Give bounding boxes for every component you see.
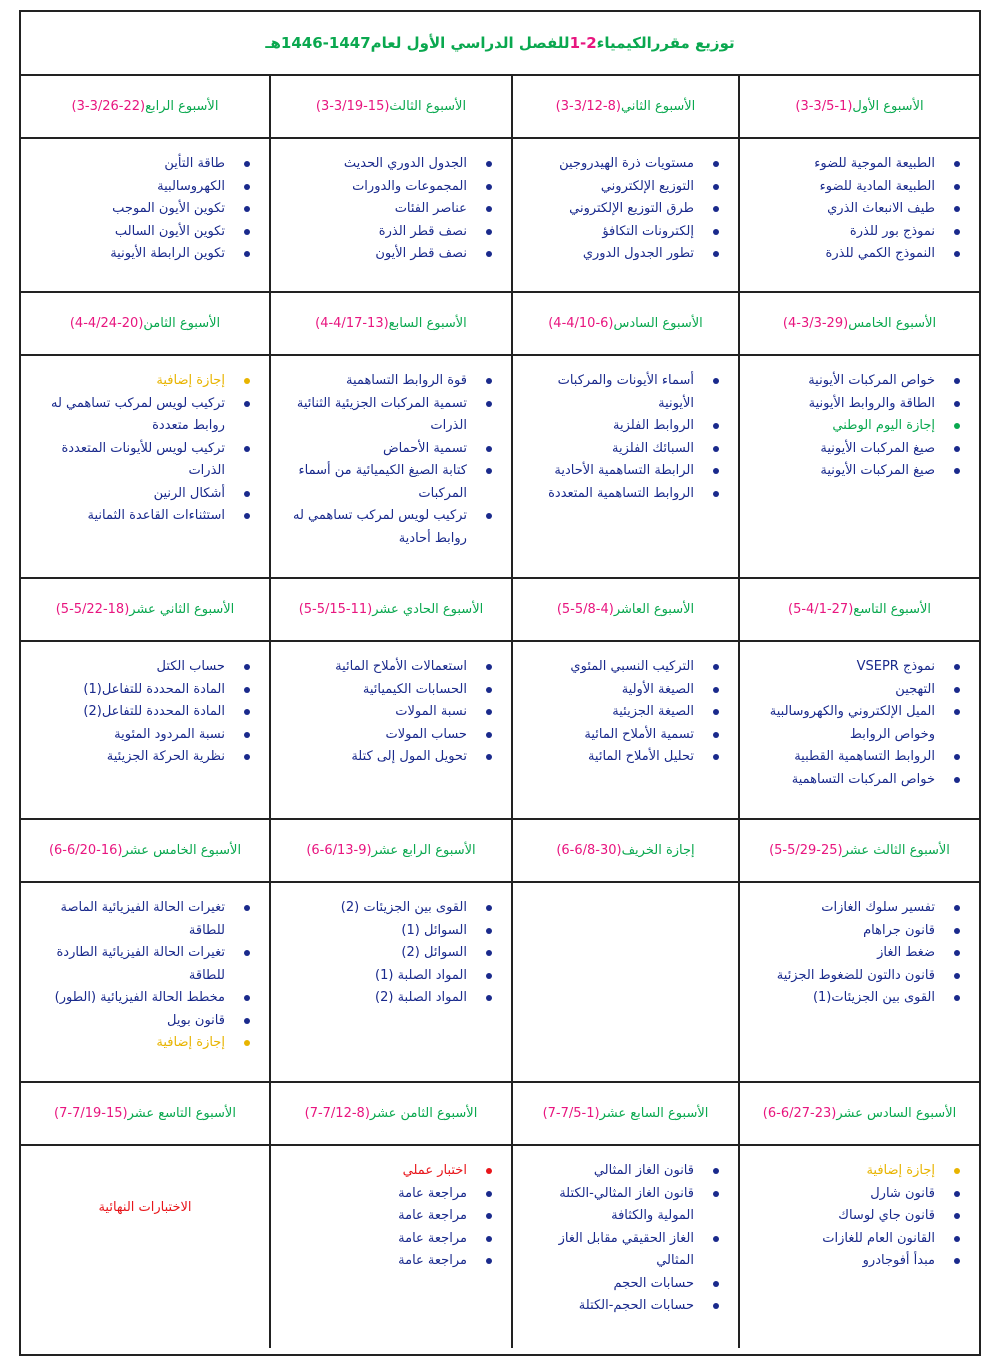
topic-list — [271, 139, 511, 266]
topic-item: تكوين الرابطة الأيونية — [29, 243, 225, 266]
topic-item: تركيب لويس لمركب تساهمي له روابط أحادية — [279, 505, 467, 550]
week-topics-cell — [738, 1146, 979, 1348]
week-label: الأسبوع الرابع — [145, 99, 219, 114]
topic-item: النموذج الكمي للذرة — [748, 243, 935, 266]
topic-item: قانون شارل — [748, 1183, 935, 1206]
topic-item: مخطط الحالة الفيزيائية (الطور) — [29, 987, 225, 1010]
week-label: الأسبوع الرابع عشر — [371, 843, 476, 858]
topic-item: نسبة المولات — [279, 701, 467, 724]
week-dates: (6-6/27-23) — [762, 1106, 837, 1121]
week-header — [738, 579, 979, 640]
topic-item: مراجعة عامة — [279, 1183, 467, 1206]
topic-item: المجموعات والدورات — [279, 176, 467, 199]
topic-item: قانون جراهام — [748, 920, 935, 943]
week-header — [511, 579, 738, 640]
topic-item: استثناءات القاعدة الثمانية — [29, 505, 225, 528]
topic-item: مراجعة عامة — [279, 1250, 467, 1273]
week-dates: (4-4/24-20) — [69, 316, 144, 331]
week-label: الأسبوع العاشر — [613, 602, 695, 617]
final-exams-label: الاختبارات النهائية — [98, 1200, 192, 1215]
topic-list — [271, 356, 511, 550]
topic-item: خواص المركبات الأيونية — [748, 370, 935, 393]
week-topics-cell — [738, 139, 979, 291]
topic-item: المواد الصلبة (2) — [279, 987, 467, 1010]
topic-item: إجازة إضافية — [748, 1160, 935, 1183]
topic-item: نموذج بور للذرة — [748, 221, 935, 244]
week-label: الأسبوع الثاني عشر — [129, 602, 235, 617]
topic-item: صيغ المركبات الأيونية — [748, 460, 935, 483]
topic-list — [271, 642, 511, 769]
topic-item: تسمية المركبات الجزيئية الثنائية الذرات — [279, 393, 467, 438]
topic-item: حساب الكتل — [29, 656, 225, 679]
week-header — [269, 293, 511, 354]
topic-list — [513, 1146, 738, 1318]
week-header-row — [21, 820, 979, 883]
week-label: الأسبوع السادس — [613, 316, 703, 331]
topic-item: السبائك الفلزية — [521, 438, 694, 461]
week-label: الأسبوع الثاني — [620, 99, 696, 114]
topic-item: إجازة إضافية — [29, 1032, 225, 1055]
topic-item: الطبيعة المادية للضوء — [748, 176, 935, 199]
topic-item: السوائل (2) — [279, 942, 467, 965]
week-header — [21, 579, 269, 640]
week-header — [511, 820, 738, 881]
topic-item: تحليل الأملاح المائية — [521, 746, 694, 769]
week-dates: (4-4/10-6) — [548, 316, 614, 331]
topic-item: قانون جاي لوساك — [748, 1205, 935, 1228]
topic-item: قانون بويل — [29, 1010, 225, 1033]
week-content-row — [21, 139, 979, 293]
week-topics-cell — [738, 883, 979, 1081]
topic-list — [21, 356, 269, 528]
topic-list — [740, 883, 979, 1010]
topic-item: التوزيع الإلكتروني — [521, 176, 694, 199]
topic-item: المادة المحددة للتفاعل(2) — [29, 701, 225, 724]
topic-list — [740, 139, 979, 266]
week-header — [511, 1083, 738, 1144]
topic-item: السوائل (1) — [279, 920, 467, 943]
week-topics-cell — [738, 356, 979, 577]
topic-item: قوة الروابط التساهمية — [279, 370, 467, 393]
week-label: الأسبوع السادس عشر — [836, 1106, 957, 1121]
week-label: الأسبوع الحادي عشر — [372, 602, 484, 617]
week-topics-cell — [269, 642, 511, 818]
topic-item: خواص المركبات التساهمية — [748, 769, 935, 792]
topic-item: الطاقة والروابط الأيونية — [748, 393, 935, 416]
topic-item: تسمية الأملاح المائية — [521, 724, 694, 747]
week-label: الأسبوع الخامس — [848, 316, 937, 331]
schedule-table — [19, 10, 981, 1356]
week-header — [269, 820, 511, 881]
week-topics-cell — [21, 1146, 269, 1348]
week-dates: (5-5/15-11) — [298, 602, 373, 617]
topic-item: تغيرات الحالة الفيزيائية الطاردة للطاقة — [29, 942, 225, 987]
week-dates: (7-7/12-8) — [304, 1106, 370, 1121]
topic-item: إلكترونات التكافؤ — [521, 221, 694, 244]
topic-item: القانون العام للغازات — [748, 1228, 935, 1251]
topic-item: مراجعة عامة — [279, 1205, 467, 1228]
week-label: الأسبوع الثالث — [389, 99, 467, 114]
week-header — [21, 76, 269, 137]
topic-item: تركيب لويس لمركب تساهمي له روابط متعددة — [29, 393, 225, 438]
topic-item: صيغ المركبات الأيونية — [748, 438, 935, 461]
title-year: 1446-1447هـ — [265, 34, 371, 52]
week-header — [738, 1083, 979, 1144]
week-dates: (7-7/19-15) — [54, 1106, 128, 1121]
topic-item: حسابات الحجم-الكتلة — [521, 1295, 694, 1318]
week-header-row — [21, 579, 979, 642]
topic-item: المواد الصلبة (1) — [279, 965, 467, 988]
week-header — [511, 76, 738, 137]
week-header — [738, 293, 979, 354]
week-dates: (4-3/3-29) — [782, 316, 849, 331]
week-topics-cell — [269, 883, 511, 1081]
topic-list — [21, 139, 269, 266]
topic-item: تكوين الأيون الموجب — [29, 198, 225, 221]
topic-item: عناصر الفئات — [279, 198, 467, 221]
topic-item: مستويات ذرة الهيدروجين — [521, 153, 694, 176]
week-header — [269, 579, 511, 640]
week-header — [21, 293, 269, 354]
week-header — [269, 76, 511, 137]
week-label: الأسبوع السابع عشر — [599, 1106, 709, 1121]
week-dates: (6-6/8-30) — [556, 843, 622, 858]
weeks-grid — [21, 76, 979, 1348]
topic-item: طرق التوزيع الإلكتروني — [521, 198, 694, 221]
topic-item: الروابط التساهمية المتعددة — [521, 483, 694, 506]
topic-item: نموذج VSEPR — [748, 656, 935, 679]
week-topics-cell — [511, 139, 738, 291]
topic-item: أشكال الرنين — [29, 483, 225, 506]
week-topics-cell — [511, 642, 738, 818]
topic-list — [740, 356, 979, 483]
topic-list — [740, 642, 979, 791]
topic-item: تحويل المول إلى كتلة — [279, 746, 467, 769]
week-header-row — [21, 293, 979, 356]
week-header — [511, 293, 738, 354]
topic-item: تسمية الأحماض — [279, 438, 467, 461]
topic-item: الميل الإلكتروني والكهروسالبية وخواص الروابط — [748, 701, 935, 746]
week-header — [738, 76, 979, 137]
week-dates: (6-6/20-16) — [48, 843, 123, 858]
topic-list — [21, 883, 269, 1055]
topic-item: طاقة التأين — [29, 153, 225, 176]
week-header-row — [21, 76, 979, 139]
topic-item: نظرية الحركة الجزيئية — [29, 746, 225, 769]
topic-item: إجازة اليوم الوطني — [748, 415, 935, 438]
topic-item: الكهروسالبية — [29, 176, 225, 199]
topic-list — [271, 1146, 511, 1273]
page-title — [21, 12, 979, 76]
topic-item: تطور الجدول الدوري — [521, 243, 694, 266]
topic-item: تركيب لويس للأيونات المتعددة الذرات — [29, 438, 225, 483]
topic-item: طيف الانبعاث الذري — [748, 198, 935, 221]
week-dates: (6-6/13-9) — [306, 843, 372, 858]
week-dates: (4-4/17-13) — [315, 316, 389, 331]
week-label: الأسبوع الثامن — [143, 316, 221, 331]
week-content-row — [21, 642, 979, 820]
topic-item: القوى بين الجزيئات(1) — [748, 987, 935, 1010]
week-label: الأسبوع التاسع — [853, 602, 931, 617]
topic-list — [271, 883, 511, 1010]
topic-item: نسبة المردود المئوية — [29, 724, 225, 747]
topic-item: الرابطة التساهمية الأحادية — [521, 460, 694, 483]
topic-list — [513, 356, 738, 505]
week-dates: (3-3/12-8) — [555, 99, 621, 114]
week-topics-cell — [269, 356, 511, 577]
week-topics-cell — [511, 356, 738, 577]
week-dates: (3-3/5-1) — [795, 99, 853, 114]
topic-item: مراجعة عامة — [279, 1228, 467, 1251]
week-content-row — [21, 356, 979, 579]
topic-item: المادة المحددة للتفاعل(1) — [29, 679, 225, 702]
week-label: الأسبوع الثالث عشر — [842, 843, 950, 858]
topic-item: الروابط التساهمية القطبية — [748, 746, 935, 769]
topic-item: الصيغة الجزيئية — [521, 701, 694, 724]
topic-item: تكوين الأيون السالب — [29, 221, 225, 244]
topic-item: قانون الغاز المثالي-الكتلة المولية والكثافة — [521, 1183, 694, 1228]
topic-list — [740, 1146, 979, 1273]
week-label: الأسبوع الخامس عشر — [122, 843, 242, 858]
title-part-4: للفصل الدراسي الأول لعام — [370, 34, 570, 52]
week-topics-cell — [21, 642, 269, 818]
topic-item: اختبار عملي — [279, 1160, 467, 1183]
topic-item: الطبيعة الموجية للضوء — [748, 153, 935, 176]
topic-list — [21, 642, 269, 769]
week-label: الأسبوع الأول — [852, 99, 924, 114]
week-topics-cell — [21, 883, 269, 1081]
week-topics-cell — [269, 1146, 511, 1348]
title-part-1: توزيع مقرر — [651, 34, 735, 52]
week-dates: (3-3/19-15) — [315, 99, 390, 114]
week-dates: (5-5/8-4) — [556, 602, 614, 617]
week-dates: (5-5/22-18) — [55, 602, 130, 617]
topic-item: إجازة إضافية — [29, 370, 225, 393]
week-content-row — [21, 883, 979, 1083]
week-label: الأسبوع التاسع عشر — [127, 1106, 236, 1121]
week-header — [269, 1083, 511, 1144]
topic-item: حساب المولات — [279, 724, 467, 747]
week-dates: (5-5/29-25) — [769, 843, 843, 858]
topic-item: تغيرات الحالة الفيزيائية الماصة للطاقة — [29, 897, 225, 942]
week-topics-cell — [269, 139, 511, 291]
topic-item: نصف قطر الذرة — [279, 221, 467, 244]
week-dates: (3-3/26-22) — [71, 99, 146, 114]
topic-item: الصيغة الأولية — [521, 679, 694, 702]
week-label: الأسبوع السابع — [388, 316, 467, 331]
week-topics-cell — [21, 139, 269, 291]
week-topics-cell — [511, 883, 738, 1081]
week-header — [21, 1083, 269, 1144]
topic-list — [513, 642, 738, 769]
topic-item: التهجين — [748, 679, 935, 702]
title-subject: الكيمياء — [596, 34, 652, 52]
topic-item: كتابة الصيغ الكيميائية من أسماء المركبات — [279, 460, 467, 505]
topic-item: قانون الغاز المثالي — [521, 1160, 694, 1183]
topic-item: الغاز الحقيقي مقابل الغاز المثالي — [521, 1228, 694, 1273]
title-course-code: 1-2 — [569, 34, 597, 52]
topic-item: ضغط الغاز — [748, 942, 935, 965]
topic-item: الجدول الدوري الحديث — [279, 153, 467, 176]
topic-item: مبدأ أفوجادرو — [748, 1250, 935, 1273]
week-label: إجازة الخريف — [621, 843, 695, 858]
week-topics-cell — [21, 356, 269, 577]
week-header-row — [21, 1083, 979, 1146]
week-header — [21, 820, 269, 881]
topic-item: القوى بين الجزيئات (2) — [279, 897, 467, 920]
topic-item: تفسير سلوك الغازات — [748, 897, 935, 920]
week-topics-cell — [738, 642, 979, 818]
week-content-row — [21, 1146, 979, 1348]
topic-item: قانون دالتون للضغوط الجزئية — [748, 965, 935, 988]
week-dates: (7-7/5-1) — [542, 1106, 600, 1121]
topic-item: استعمالات الأملاح المائية — [279, 656, 467, 679]
topic-item: الروابط الفلزية — [521, 415, 694, 438]
topic-list — [513, 139, 738, 266]
topic-item: الحسابات الكيميائية — [279, 679, 467, 702]
week-header — [738, 820, 979, 881]
week-topics-cell — [511, 1146, 738, 1348]
week-dates: (5-4/1-27) — [788, 602, 854, 617]
topic-item: أسماء الأيونات والمركبات الأيونية — [521, 370, 694, 415]
week-label: الأسبوع الثامن عشر — [369, 1106, 478, 1121]
topic-item: حسابات الحجم — [521, 1273, 694, 1296]
topic-item: التركيب النسبي المئوي — [521, 656, 694, 679]
topic-item: نصف قطر الأيون — [279, 243, 467, 266]
